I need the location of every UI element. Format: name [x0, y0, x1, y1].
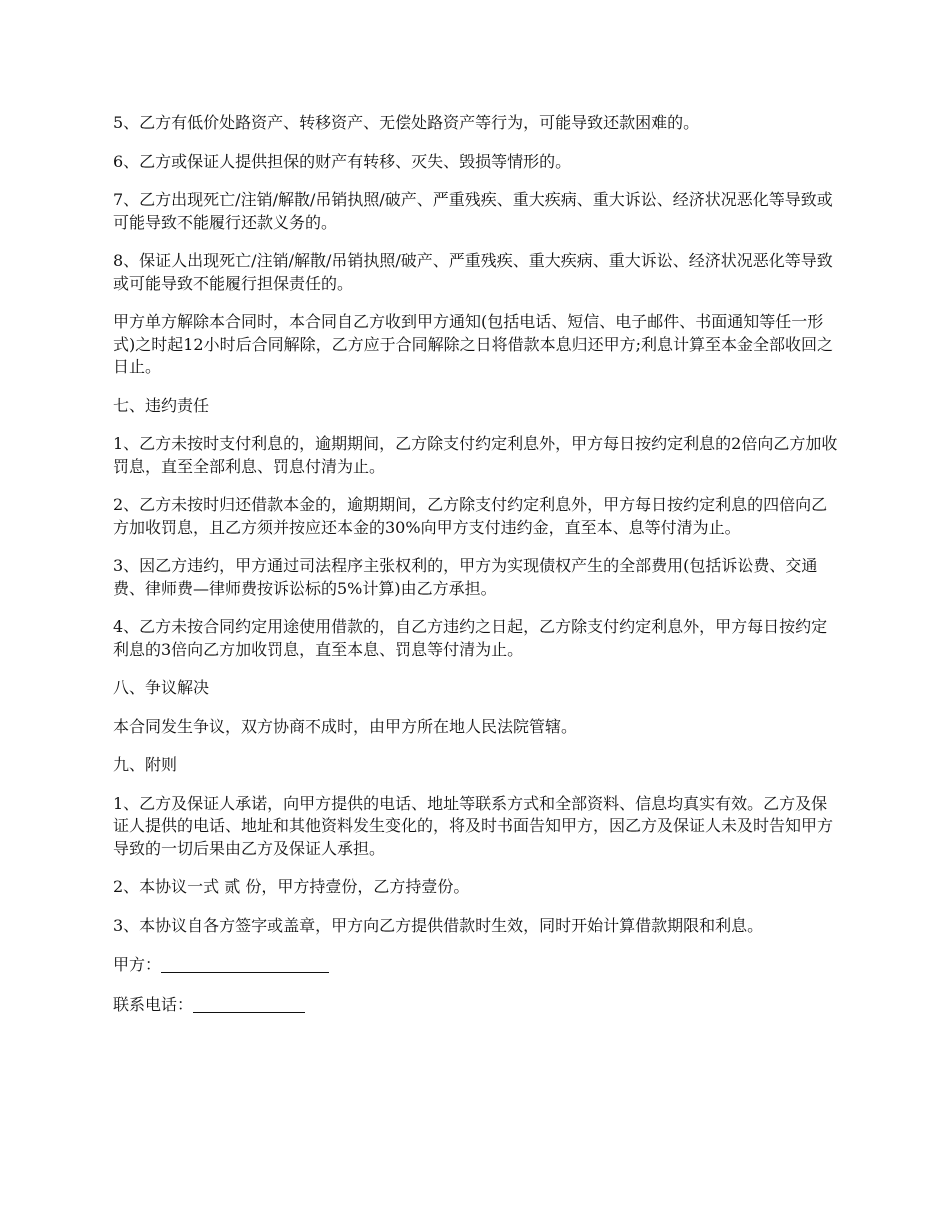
termination-paragraph: 甲方单方解除本合同时，本合同自乙方收到甲方通知(包括电话、短信、电子邮件、书面通知等任一形式)之时起12小时后合同解除，乙方应于合同解除之日将借款本息归还甲方;利息计算至本金全部收回之日止。	[113, 312, 833, 376]
phone-signature-line	[113, 993, 843, 1017]
party-a-blank[interactable]	[161, 956, 329, 973]
party-a-label: 甲方：	[113, 955, 162, 974]
clause-5: 5、乙方有低价处路资产、转移资产、无偿处路资产等行为，可能导致还款困难的。	[113, 113, 700, 132]
section-heading-supplementary: 九、附则	[113, 755, 178, 774]
breach-item-3: 3、因乙方违约，甲方通过司法程序主张权利的，甲方为实现债权产生的全部费用(包括诉讼费、交通费、律师费—律师费按诉讼标的5%计算)由乙方承担。	[113, 556, 818, 598]
supplementary-item-1: 1、乙方及保证人承诺，向甲方提供的电话、地址等联系方式和全部资料、信息均真实有效。乙方及保证人提供的电话、地址和其他资料发生变化的，将及时书面告知甲方，因乙方及保证人未及时告知甲方导致的一切后果由乙方及保证人承担。	[113, 793, 834, 858]
section-heading-dispute: 八、争议解决	[113, 678, 210, 697]
breach-item-1: 1、乙方未按时支付利息的，逾期期间，乙方除支付约定利息外，甲方每日按约定利息的2倍向乙方加收罚息，直至全部利息、罚息付清为止。	[113, 434, 838, 476]
breach-item-2: 2、乙方未按时归还借款本金的，逾期期间，乙方除支付约定利息外，甲方每日按约定利息的四倍向乙方加收罚息，且乙方须并按应还本金的30%向甲方支付违约金，直至本、息等付清为止。	[113, 495, 828, 537]
section-heading-breach: 七、违约责任	[113, 395, 210, 415]
phone-blank[interactable]	[193, 996, 305, 1013]
supplementary-item-3: 3、本协议自各方签字或盖章，甲方向乙方提供借款时生效，同时开始计算借款期限和利息。	[113, 915, 764, 935]
clause-6: 6、乙方或保证人提供担保的财产有转移、灭失、毁损等情形的。	[113, 151, 572, 171]
clause-8: 8、保证人出现死亡/注销/解散/吊销执照/破产、严重残疾、重大疾病、重大诉讼、经济状况恶化等导致或可能导致不能履行担保责任的。	[113, 251, 833, 293]
clause-7: 7、乙方出现死亡/注销/解散/吊销执照/破产、严重残疾、重大疾病、重大诉讼、经济状况恶化等导致或可能导致不能履行还款义务的。	[113, 190, 833, 232]
breach-item-4: 4、乙方未按合同约定用途使用借款的，自乙方违约之日起，乙方除支付约定利息外，甲方每日按约定利息的3倍向乙方加收罚息，直至本息、罚息等付清为止。	[113, 617, 828, 659]
party-a-signature-line	[113, 953, 843, 977]
phone-label: 联系电话：	[113, 994, 194, 1014]
document-body	[113, 112, 843, 1032]
dispute-item-1: 本合同发生争议，双方协商不成时，由甲方所在地人民法院管辖。	[113, 716, 578, 736]
supplementary-item-2: 2、本协议一式 贰 份，甲方持壹份，乙方持壹份。	[113, 877, 470, 896]
